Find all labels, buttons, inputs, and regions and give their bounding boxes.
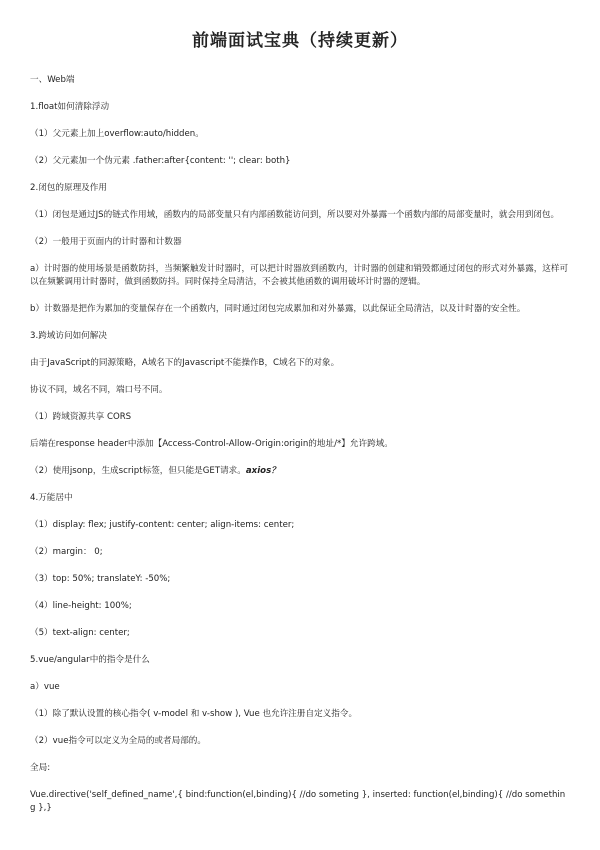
q5-item-2: （2）vue指令可以定义为全局的或者局部的。 (30, 736, 206, 746)
q5-heading: 5.vue/angular中的指令是什么 (30, 655, 150, 665)
q4-item-3: （3）top: 50%; translateY: -50%; (30, 574, 171, 584)
q2-item-2: （2）一般用于页面内的计时器和计数器 (30, 237, 182, 247)
q4-item-5: （5）text-align: center; (30, 628, 130, 638)
q4-heading: 4.万能居中 (30, 493, 73, 503)
q2-heading: 2.闭包的原理及作用 (30, 183, 107, 193)
q3-jsonp-text: （2）使用jsonp，生成script标签，但只能是GET请求。 (30, 466, 246, 476)
q1-item-1: （1）父元素上加上overflow:auto/hidden。 (30, 129, 204, 139)
q5-sub-vue: a）vue (30, 682, 60, 692)
section-heading-web: 一、Web端 (30, 75, 75, 85)
q3-intro: 由于JavaScript的同源策略，A域名下的Javascript不能操作B，C域名下的对象。 (30, 358, 340, 368)
q2-point-b: b）计数器是把作为累加的变量保存在一个函数内，同时通过闭包完成累加和对外暴露，以此保证全局清洁，以及计时器的安全性。 (30, 304, 526, 314)
q3-jsonp (30, 465, 570, 478)
q3-cors-detail: 后端在response header中添加【Access-Control-Allow-Origin:origin的地址/*】允许跨域。 (30, 439, 393, 449)
q2-point-a: a）计时器的使用场景是函数防抖，当频繁触发计时器时，可以把计时器放到函数内，计时器的创建和销毁都通过闭包的形式对外暴露，这样可以在频繁调用计时器时，做到函数防抖。同时保持全局清洁，不会被其他函数的调用破坏计时器的逻辑。 (30, 264, 569, 287)
q1-item-2: （2）父元素加一个伪元素 .father:after{content: ''; clear: both} (30, 156, 291, 166)
q5-item-1: （1）除了默认设置的核心指令( v-model 和 v-show ), Vue 也允许注册自定义指令。 (30, 709, 358, 719)
q1-heading: 1.float如何清除浮动 (30, 102, 110, 112)
page-title: 前端面试宝典（持续更新） (192, 31, 408, 51)
q5-code-sample: Vue.directive('self_defined_name',{ bind:function(el,binding){ //do someting }, inserted: function(el,binding){ //do something },} (30, 790, 566, 813)
q2-item-1: （1）闭包是通过JS的链式作用域，函数内的局部变量只有内部函数能访问到，所以要对外暴露一个函数内部的局部变量时，就会用到闭包。 (30, 210, 560, 220)
q3-heading: 3.跨域访问如何解决 (30, 331, 107, 341)
q3-cors: （1）跨域资源共享 CORS (30, 412, 132, 422)
q3-jsonp-emphasis: axios？ (245, 466, 280, 476)
q4-item-2: （2）margin： 0; (30, 547, 103, 557)
q5-global-label: 全局: (30, 763, 51, 773)
q4-item-4: （4）line-height: 100%; (30, 601, 132, 611)
q3-note: 协议不同，域名不同，端口号不同。 (30, 385, 168, 395)
q4-item-1: （1）display: flex; justify-content: center; align-items: center; (30, 520, 295, 530)
